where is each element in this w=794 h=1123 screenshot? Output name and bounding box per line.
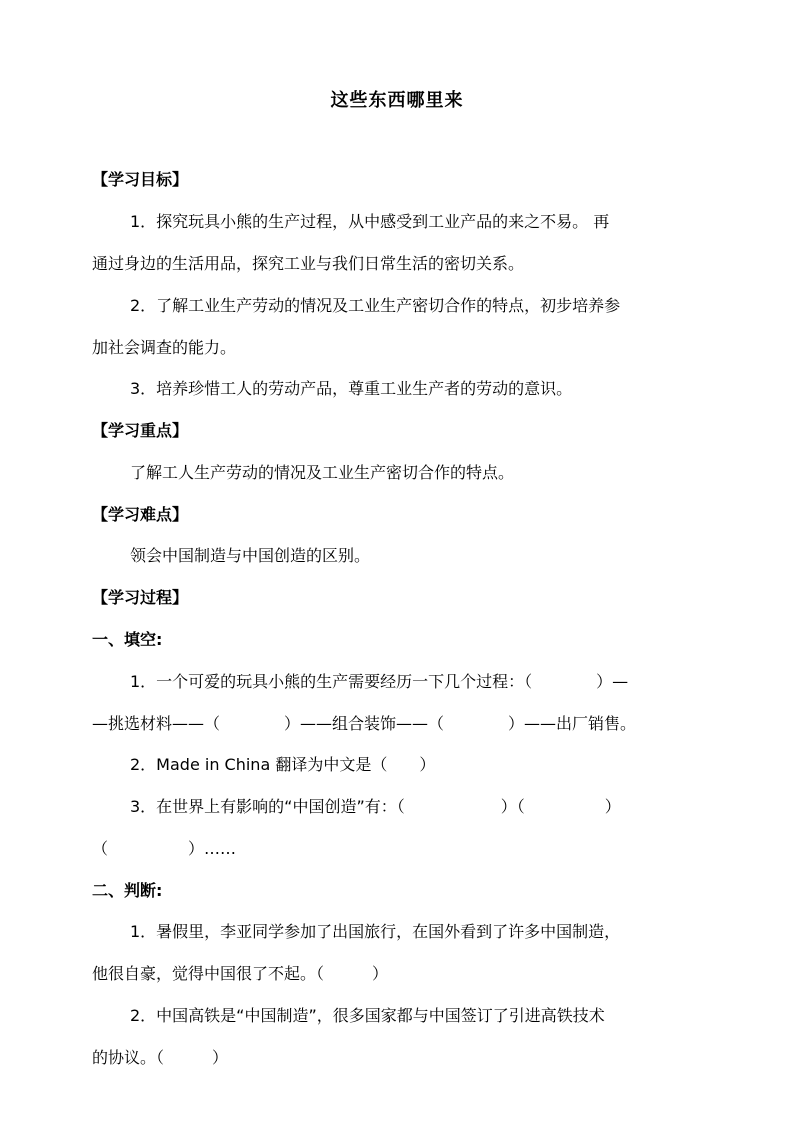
- goal-item-3: 3．培养珍惜工人的劳动产品，尊重工业生产者的劳动的意识。: [130, 379, 573, 398]
- judge-item-2-line-1: 2．中国高铁是“中国制造”，很多国家都与中国签订了引进高铁技术: [130, 1006, 605, 1025]
- goal-item-1-line-2: 通过身边的生活用品，探究工业与我们日常生活的密切关系。: [92, 254, 525, 273]
- section-heading-key-points: 【学习重点】: [92, 421, 189, 440]
- fill-item-1-line-1: 1．一个可爱的玩具小熊的生产需要经历一下几个过程：（ ）—: [130, 672, 629, 691]
- judge-item-1-line-2: 他很自豪，觉得中国很了不起。（ ）: [92, 964, 389, 983]
- fill-blank-heading: 一、填空:: [92, 630, 163, 649]
- fill-item-1-line-2: —挑选材料——（ ）——组合装饰——（ ）——出厂销售。: [92, 714, 637, 733]
- fill-item-3-line-1: 3．在世界上有影响的“中国创造”有：（ ）（ ）: [130, 797, 621, 816]
- goal-item-2-line-2: 加社会调查的能力。: [92, 338, 237, 357]
- key-points-text: 了解工人生产劳动的情况及工业生产密切合作的特点。: [130, 463, 515, 482]
- section-heading-learning-process: 【学习过程】: [92, 588, 189, 607]
- goal-item-2-line-1: 2．了解工业生产劳动的情况及工业生产密切合作的特点，初步培养参: [130, 296, 621, 315]
- fill-item-3-line-2: （ ）……: [92, 839, 237, 858]
- page-title: 这些东西哪里来: [330, 90, 464, 111]
- judge-item-2-line-2: 的协议。（ ）: [92, 1048, 229, 1067]
- judge-item-1-line-1: 1．暑假里，李亚同学参加了出国旅行，在国外看到了许多中国制造，: [130, 922, 621, 941]
- fill-item-2: 2．Made in China 翻译为中文是（ ）: [130, 755, 436, 774]
- judge-heading: 二、判断:: [92, 881, 163, 900]
- section-heading-learning-goals: 【学习目标】: [92, 170, 189, 189]
- section-heading-difficulties: 【学习难点】: [92, 505, 189, 524]
- goal-item-1-line-1: 1．探究玩具小熊的生产过程，从中感受到工业产品的来之不易。 再: [130, 212, 610, 231]
- difficulties-text: 领会中国制造与中国创造的区别。: [130, 546, 371, 565]
